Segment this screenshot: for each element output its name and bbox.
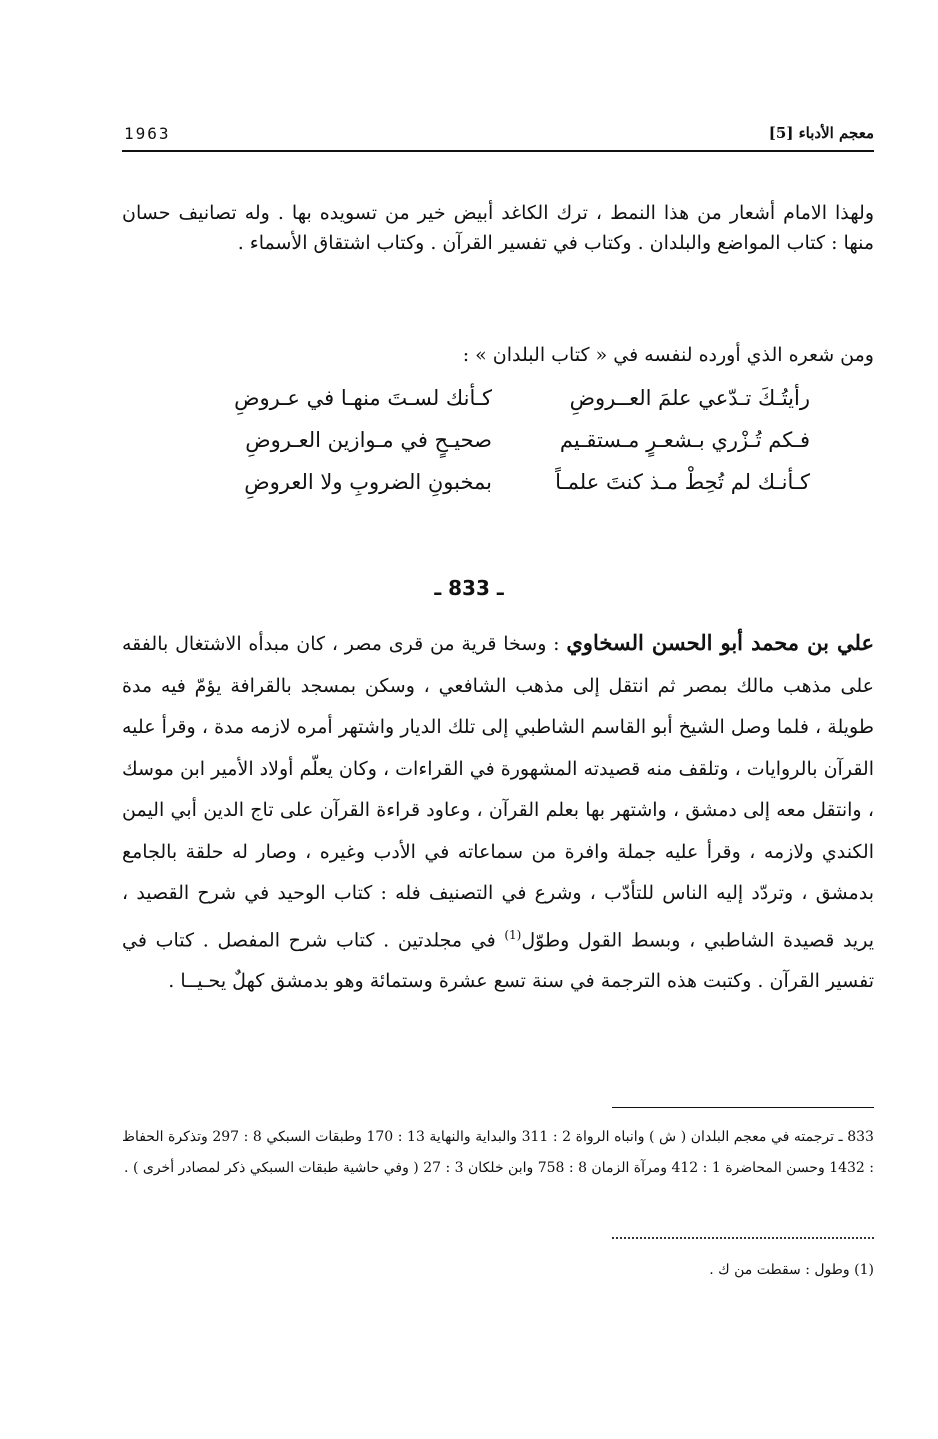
footnote-rule: [612, 1107, 874, 1108]
verse-first-hemistich: فـكم تُـزْري بـشعـرٍ مـستقـيم: [559, 428, 810, 452]
footnote-note: (1) وطول : سقطت من ك .: [709, 1262, 874, 1278]
poem-verse: [122, 428, 874, 470]
biography-entry: [122, 622, 874, 1003]
footnote-sources: 833 ـ ترجمته في معجم البلدان ( ش ) وانباه الرواة 2 : 311 والبداية والنهاية 13 : 170 وطبقات السبكي 8 : 297 وتذكرة الحفاظ : 1432 وحسن المحاضرة 1 : 412 ومرآة الزمان 8 : 758 وابن خلكان 3 : 27 ( وفي حاشية طبقات السبكي ذكر لمصادر أخرى ) .: [122, 1129, 874, 1176]
intro-paragraph: ولهذا الامام أشعار من هذا النمط ، ترك الكاغد أبيض خير من تسويده بها . وله تصانيف حسان منها : كتاب المواضع والبلدان . وكتاب في تفسير القرآن . وكتاب اشتقاق الأسماء .: [122, 202, 874, 254]
verse-second-hemistich: صحيـحٍ في مـوازين العـروضِ: [245, 428, 492, 452]
poem-introduction: ومن شعره الذي أورده لنفسه في « كتاب البلدان » :: [462, 344, 874, 366]
entry-number: ـ 833 ـ: [434, 576, 504, 600]
footnote-reference: (1): [504, 927, 522, 942]
page-number: 1963: [124, 124, 171, 143]
header-rule: [122, 150, 874, 152]
entry-body-text-continued: في مجلدتين . كتاب شرح المفصل . كتاب في تفسير القرآن . وكتبت هذه الترجمة في سنة تسع عشرة وستمائة وهو بدمشق كهلٌ يحـيــا .: [122, 928, 874, 993]
entry-name: علي بن محمد أبو الحسن السخاوي: [566, 630, 874, 655]
footnote-dotted-separator: [612, 1237, 874, 1239]
verse-second-hemistich: بمخبونِ الضروبِ ولا العروضِ: [244, 470, 492, 494]
verse-first-hemistich: رأيتُـكَ تـدّعي علمَ العــروضِ: [569, 386, 810, 410]
poem-verse: [122, 386, 874, 428]
poem: [122, 386, 874, 512]
verse-first-hemistich: كـأنـك لم تُحِطْ مـذ كنتَ علمـاً: [555, 470, 810, 494]
entry-body-text: : وسخا قرية من قرى مصر ، كان مبدأه الاشتغال بالفقه على مذهب مالك بمصر ثم انتقل إلى مذهب الشافعي ، وسكن بمسجد بالقرافة يؤمّ فيه مدة طويلة ، فلما وصل الشيخ أبو القاسم الشاطبي إلى تلك الديار واشتهر أمره لازمه مدة ، وقرأ عليه القرآن بالروايات ، وتلقف منه قصيدته المشهورة في القراءات ، وكان يعلّم أولاد الأمير ابن موسك ، وانتقل معه إلى دمشق ، واشتهر بها بعلم القرآن ، وعاود قراءة القرآن على تاج الدين أبي اليمن الكندي ولازمه ، وقرأ عليه جملة وافرة من سماعاته في الأدب وغيره ، وصار له حلقة بالجامع بدمشق ، وتردّد إليه الناس للتأدّب ، وشرع في التصنيف فله : كتاب الوحيد في شرح القصيد ، يريد قصيدة الشاطبي ، وبسط القول وطوّل: [122, 633, 874, 951]
poem-verse: [122, 470, 874, 512]
verse-second-hemistich: كـأنك لسـتَ منهـا في عـروضِ: [234, 386, 492, 410]
running-header-title: معجم الأدباء [5]: [768, 124, 874, 142]
